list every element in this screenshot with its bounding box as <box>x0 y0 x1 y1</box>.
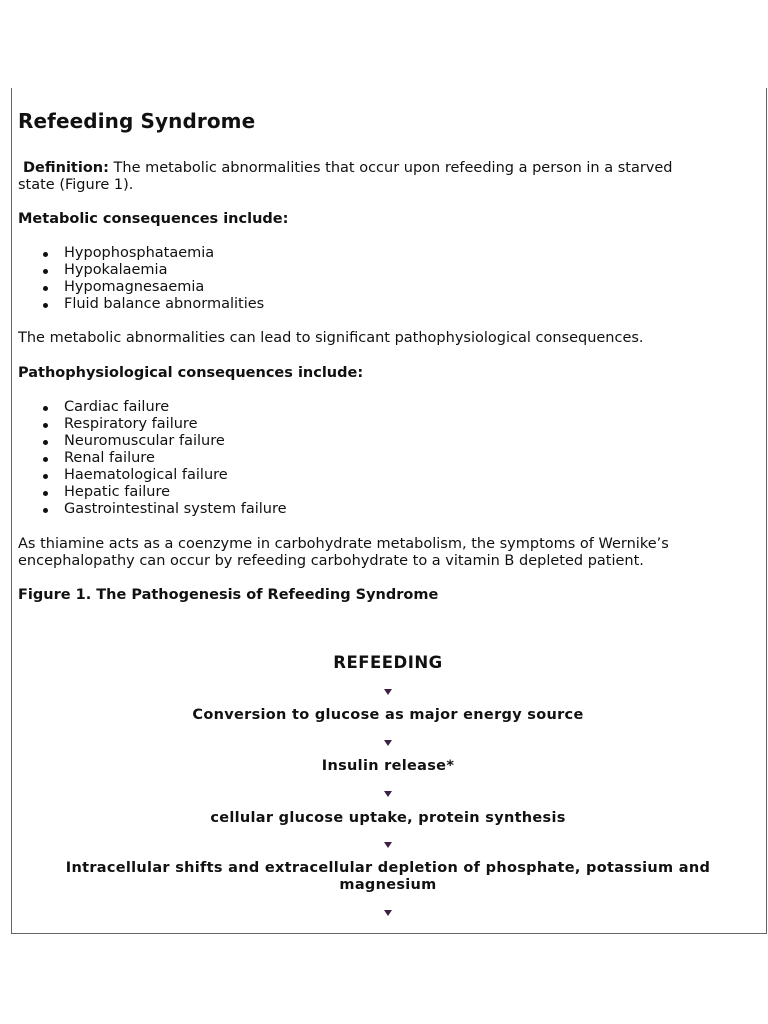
thiamine-line1: As thiamine acts as a coenzyme in carbohydrate metabolism, the symptoms of Wernike’s <box>18 536 669 552</box>
flowchart-title: REFEEDING <box>333 653 443 672</box>
list-item: Hepatic failure <box>18 484 287 501</box>
thiamine-line2: encephalopathy can occur by refeeding carbohydrate to a vitamin B depleted patient. <box>18 553 644 569</box>
down-arrow-icon <box>384 791 392 797</box>
flow-step-3: cellular glucose uptake, protein synthesis <box>210 810 566 826</box>
flow-step-4-line1: Intracellular shifts and extracellular depletion of phosphate, potassium and <box>65 860 711 876</box>
down-arrow-icon <box>384 740 392 746</box>
list-item: Respiratory failure <box>18 416 287 433</box>
flow-step-4 <box>18 860 758 894</box>
list-item: Fluid balance abnormalities <box>18 296 264 313</box>
list-item: Cardiac failure <box>18 399 287 416</box>
definition-text: The metabolic abnormalities that occur upon refeeding a person in a starved <box>108 160 673 176</box>
flow-arrow <box>18 689 758 695</box>
flow-arrow <box>18 910 758 916</box>
list-item: Neuromuscular failure <box>18 433 287 450</box>
page-title: Refeeding Syndrome <box>18 109 256 133</box>
flow-arrow <box>18 791 758 797</box>
down-arrow-icon <box>384 689 392 695</box>
patho-heading: Pathophysiological consequences include: <box>18 365 364 381</box>
definition-text-line2: state (Figure 1). <box>18 177 134 193</box>
flow-arrow <box>18 740 758 746</box>
lead-paragraph: The metabolic abnormalities can lead to significant pathophysiological consequences. <box>18 330 644 346</box>
metabolic-list <box>18 245 264 313</box>
thiamine-paragraph <box>18 536 669 570</box>
figure-caption: Figure 1. The Pathogenesis of Refeeding Syndrome <box>18 587 439 603</box>
list-item: Gastrointestinal system failure <box>18 501 287 518</box>
flow-step-4-line2: magnesium <box>339 877 437 893</box>
definition-paragraph <box>18 160 673 194</box>
list-item: Hypophosphataemia <box>18 245 264 262</box>
list-item: Hypomagnesaemia <box>18 279 264 296</box>
metabolic-heading: Metabolic consequences include: <box>18 211 289 227</box>
flow-arrow <box>18 842 758 848</box>
patho-list <box>18 399 287 518</box>
list-item: Hypokalaemia <box>18 262 264 279</box>
down-arrow-icon <box>384 842 392 848</box>
definition-label: Definition: <box>23 160 109 176</box>
list-item: Renal failure <box>18 450 287 467</box>
list-item: Haematological failure <box>18 467 287 484</box>
document-page <box>11 88 767 934</box>
flow-step-2: Insulin release* <box>321 758 455 774</box>
flow-step-1: Conversion to glucose as major energy source <box>192 707 584 723</box>
down-arrow-icon <box>384 910 392 916</box>
